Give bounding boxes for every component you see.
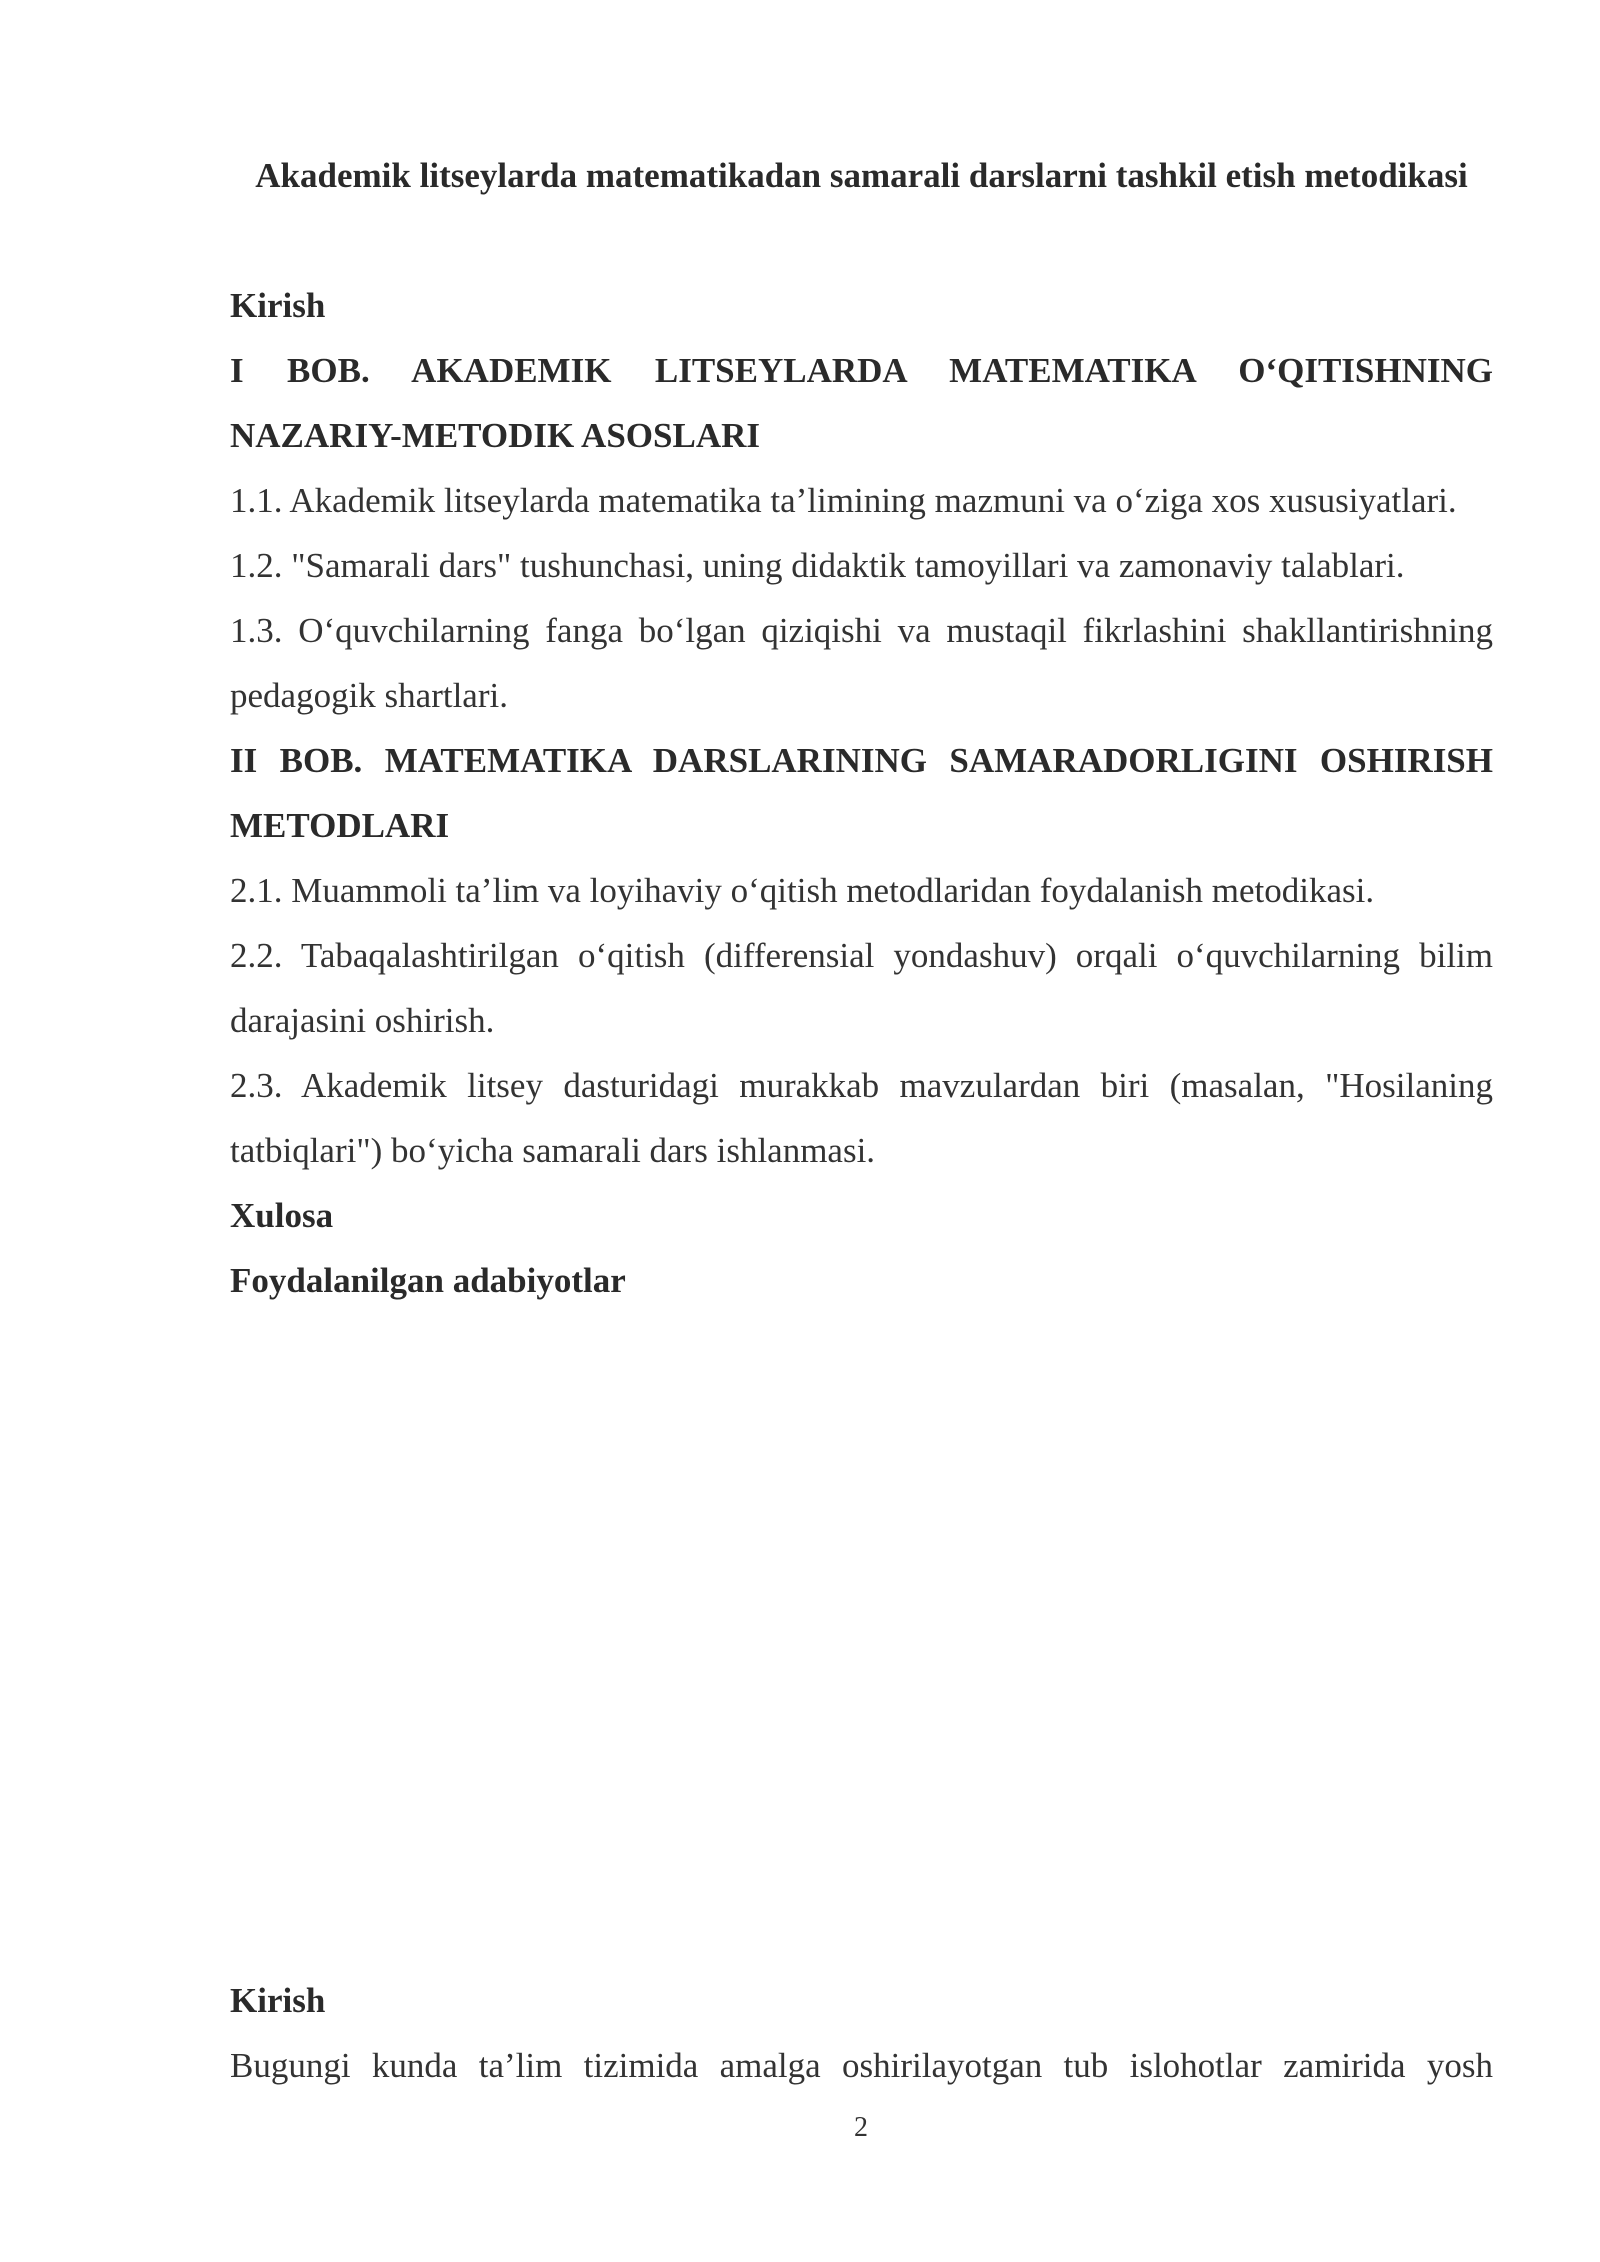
toc-item-2-3: 2.3. Akademik litsey dasturidagi murakkab mavzulardan biri (masalan, "Hosilaning tatbiqlari") bo‘yicha samarali dars ishlanmasi. bbox=[230, 1066, 1493, 1170]
toc-item-kirish: Kirish bbox=[230, 286, 326, 325]
toc-item-adabiyotlar: Foydalanilgan adabiyotlar bbox=[230, 1261, 626, 1300]
toc-item-xulosa: Xulosa bbox=[230, 1196, 334, 1235]
toc-item-2-1: 2.1. Muammoli ta’lim va loyihaviy o‘qitish metodlaridan foydalanish metodikasi. bbox=[230, 871, 1375, 910]
introduction-heading: Kirish bbox=[230, 1981, 326, 2020]
toc-item-1-1: 1.1. Akademik litseylarda matematika ta’limining mazmuni va o‘ziga xos xususiyatlari. bbox=[230, 481, 1457, 520]
toc-item-chapter-1: I BOB. AKADEMIK LITSEYLARDA MATEMATIKA O‘QITISHNING NAZARIY-METODIK ASOSLARI bbox=[230, 351, 1493, 455]
page-number: 2 bbox=[854, 2112, 868, 2143]
toc-item-1-3: 1.3. O‘quvchilarning fanga bo‘lgan qiziqishi va mustaqil fikrlashini shakllantirishning pedagogik shartlari. bbox=[230, 611, 1493, 715]
table-of-contents bbox=[230, 273, 1493, 1313]
toc-item-chapter-2: II BOB. MATEMATIKA DARSLARINING SAMARADORLIGINI OSHIRISH METODLARI bbox=[230, 741, 1493, 845]
document-title: Akademik litseylarda matematikadan samarali darslarni tashkil etish metodikasi bbox=[255, 156, 1468, 195]
toc-item-2-2: 2.2. Tabaqalashtirilgan o‘qitish (differensial yondashuv) orqali o‘quvchilarning bilim darajasini oshirish. bbox=[230, 936, 1493, 1040]
toc-item-1-2: 1.2. "Samarali dars" tushunchasi, uning didaktik tamoyillari va zamonaviy talablari. bbox=[230, 546, 1405, 585]
introduction-section bbox=[230, 1968, 1493, 2098]
introduction-paragraph: Bugungi kunda ta’lim tizimida amalga oshirilayotgan tub islohotlar zamirida yosh bbox=[230, 2046, 1493, 2085]
